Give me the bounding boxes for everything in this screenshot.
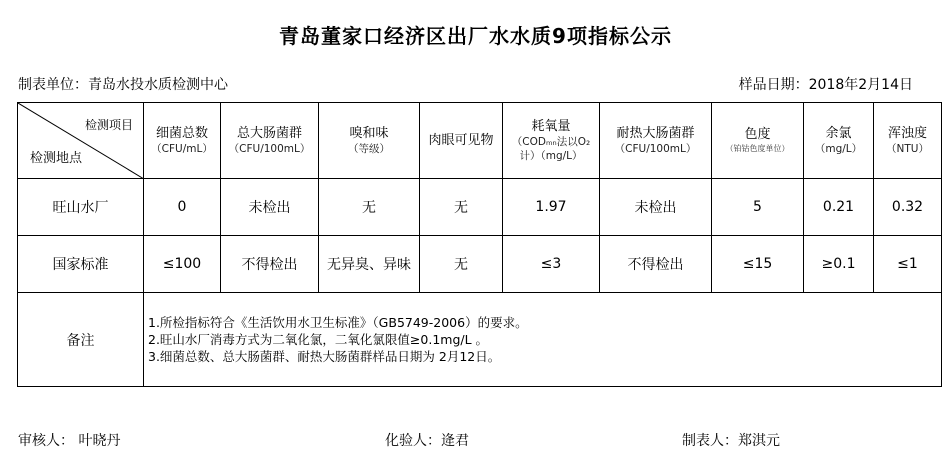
column-header-unit: （CFU/100mL） — [228, 143, 311, 155]
remarks-label: 备注 — [18, 293, 144, 387]
table-row — [18, 236, 942, 293]
column-header-unit: （CFU/100mL） — [614, 143, 697, 155]
table-cell: ≤15 — [712, 236, 804, 293]
column-header — [874, 103, 942, 179]
table-cell: 无 — [420, 236, 503, 293]
column-header — [319, 103, 420, 179]
table-cell: 未检出 — [221, 179, 319, 236]
column-header-title: 总大肠菌群 — [236, 126, 302, 141]
table-cell: ≤3 — [503, 236, 600, 293]
diagonal-line — [18, 103, 144, 179]
maker-signature: 制表人：郑淇元 — [682, 433, 780, 449]
column-header — [503, 103, 600, 179]
remarks-row — [18, 293, 942, 387]
issuing-unit: 制表单位：青岛水投水质检测中心 — [18, 77, 228, 93]
table-cell: 0.21 — [804, 179, 874, 236]
table-cell: 0 — [144, 179, 221, 236]
column-header-title: 耐热大肠菌群 — [616, 126, 695, 141]
column-header-unit: （NTU） — [886, 143, 929, 155]
header-item-label: 检测项目 — [84, 118, 133, 132]
column-header-unit: （CODₘₙ法以O₂计）（mg/L） — [511, 136, 591, 162]
column-header-unit: （CFU/mL） — [151, 143, 213, 155]
page-title: 青岛董家口经济区出厂水水质9项指标公示 — [279, 24, 672, 48]
remark-line: 1.所检指标符合《生活饮用水卫生标准》（GB5749-2006）的要求。 — [148, 315, 528, 330]
column-header-title: 余氯 — [825, 126, 852, 141]
table-cell: ≥0.1 — [804, 236, 874, 293]
table-cell: 无 — [420, 179, 503, 236]
column-header-title: 浑浊度 — [887, 126, 927, 141]
column-header-unit: （mg/L） — [814, 143, 863, 155]
reviewer-signature: 审核人： 叶晓丹 — [18, 433, 121, 449]
row-label: 旺山水厂 — [18, 179, 144, 236]
column-header-unit: （铂钴色度单位） — [725, 144, 790, 153]
table-cell: ≤1 — [874, 236, 942, 293]
column-header — [144, 103, 221, 179]
table-cell: 1.97 — [503, 179, 600, 236]
table-cell: 无异臭、异味 — [319, 236, 420, 293]
column-header-title: 肉眼可见物 — [428, 133, 494, 148]
table-cell: 不得检出 — [221, 236, 319, 293]
column-header — [600, 103, 712, 179]
water-quality-table — [17, 102, 942, 387]
column-header-title: 嗅和味 — [349, 126, 389, 141]
column-header — [712, 103, 804, 179]
table-cell: 未检出 — [600, 179, 712, 236]
remark-line: 2.旺山水厂消毒方式为二氧化氯，二氧化氯限值≥0.1mg/L 。 — [148, 332, 489, 347]
column-header — [420, 103, 503, 179]
diagonal-header-cell — [18, 103, 144, 179]
column-header-title: 色度 — [744, 127, 771, 142]
header-row — [18, 103, 942, 179]
header-location-label: 检测地点 — [30, 151, 83, 166]
column-header-title: 耗氧量 — [531, 119, 571, 134]
column-header — [221, 103, 319, 179]
remarks-content — [144, 293, 942, 387]
table-cell: 0.32 — [874, 179, 942, 236]
column-header-unit: （等级） — [348, 143, 390, 155]
row-label: 国家标准 — [18, 236, 144, 293]
table-cell: 5 — [712, 179, 804, 236]
table-row — [18, 179, 942, 236]
table-cell: 无 — [319, 179, 420, 236]
sample-date: 样品日期：2018年2月14日 — [738, 77, 913, 93]
column-header-title: 细菌总数 — [155, 126, 208, 141]
remark-line: 3.细菌总数、总大肠菌群、耐热大肠菌群样品日期为 2月12日。 — [148, 349, 501, 364]
table-cell: 不得检出 — [600, 236, 712, 293]
table-cell: ≤100 — [144, 236, 221, 293]
tester-signature: 化验人：逄君 — [385, 433, 469, 449]
column-header — [804, 103, 874, 179]
